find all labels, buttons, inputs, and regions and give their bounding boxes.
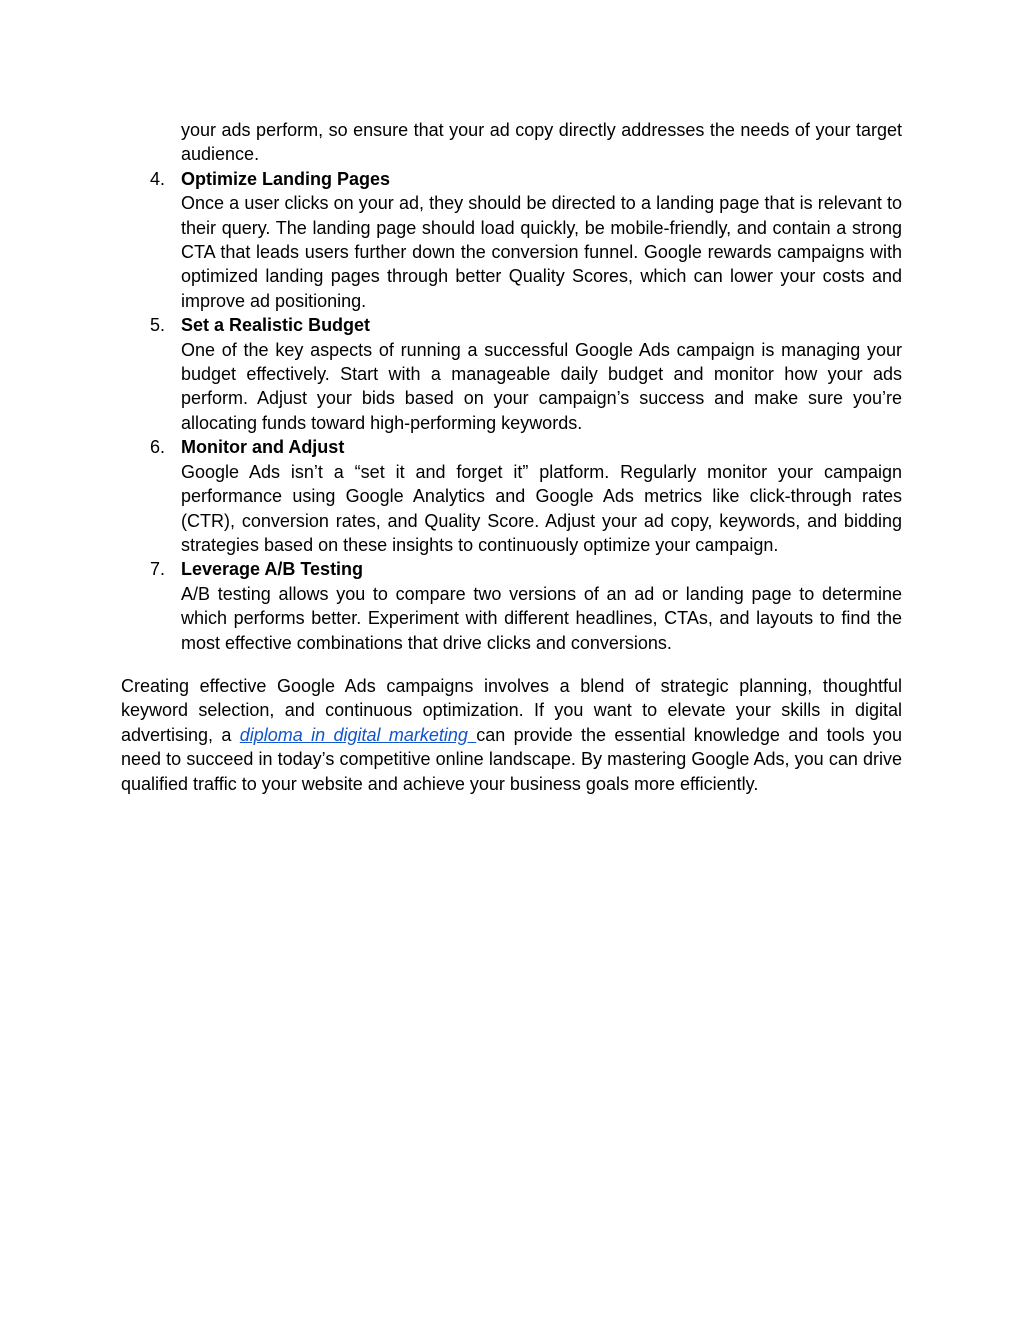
- list-item-body: One of the key aspects of running a successful Google Ads campaign is managing your budget effectively. Start with a manageable daily budget and monitor how your ads perform. Adjust your bids based on your campaign’s success and make sure you’re allocating funds toward high-performing keywords.: [181, 339, 902, 433]
- closing-text-after-link: can provide the essential knowledge and tools you need to succeed in today’s competitive online landscape. By mastering Google Ads, you can drive qualified traffic to your website and achieve your business goals more efficiently.: [121, 724, 902, 794]
- list-item-body: A/B testing allows you to compare two versions of an ad or landing page to determine which performs better. Experiment with different headlines, CTAs, and layouts to find the most effective combinations that drive clicks and conversions.: [181, 583, 902, 653]
- list-item-heading: Monitor and Adjust: [181, 437, 345, 458]
- closing-text-before-link: Creating effective Google Ads campaigns involves a blend of strategic planning, thoughtful keyword selection, and continuous optimization. If you want to elevate your skills in digital advertising, a: [121, 676, 902, 745]
- list-carryover-text: your ads perform, so ensure that your ad copy directly addresses the needs of your target audience.: [181, 120, 902, 165]
- diploma-digital-marketing-link[interactable]: diploma in digital marketing: [239, 724, 477, 745]
- list-item-heading: Set a Realistic Budget: [181, 315, 371, 336]
- list-item-7: [150, 557, 902, 655]
- numbered-list: [150, 118, 902, 655]
- list-item-6: [150, 435, 902, 557]
- list-number: 4.: [150, 168, 166, 189]
- list-number: 7.: [150, 559, 166, 580]
- list-number: 5.: [150, 315, 166, 336]
- list-number: 6.: [150, 437, 166, 458]
- closing-paragraph: [121, 674, 902, 796]
- list-item-heading: Optimize Landing Pages: [181, 168, 391, 189]
- list-item-4: [150, 167, 902, 313]
- list-item-body: Google Ads isn’t a “set it and forget it” platform. Regularly monitor your campaign performance using Google Analytics and Google Ads metrics like click-through rates (CTR), conversion rates, and Quality Score. Adjust your ad copy, keywords, and bidding strategies based on these insights to continuously optimize your campaign.: [181, 461, 902, 555]
- list-item-heading: Leverage A/B Testing: [181, 559, 364, 580]
- list-item-body: Once a user clicks on your ad, they should be directed to a landing page that is relevant to their query. The landing page should load quickly, be mobile-friendly, and contain a strong CTA that leads users further down the conversion funnel. Google rewards campaigns with optimized landing pages through better Quality Scores, which can lower your costs and improve ad positioning.: [181, 193, 902, 311]
- list-item-5: [150, 313, 902, 435]
